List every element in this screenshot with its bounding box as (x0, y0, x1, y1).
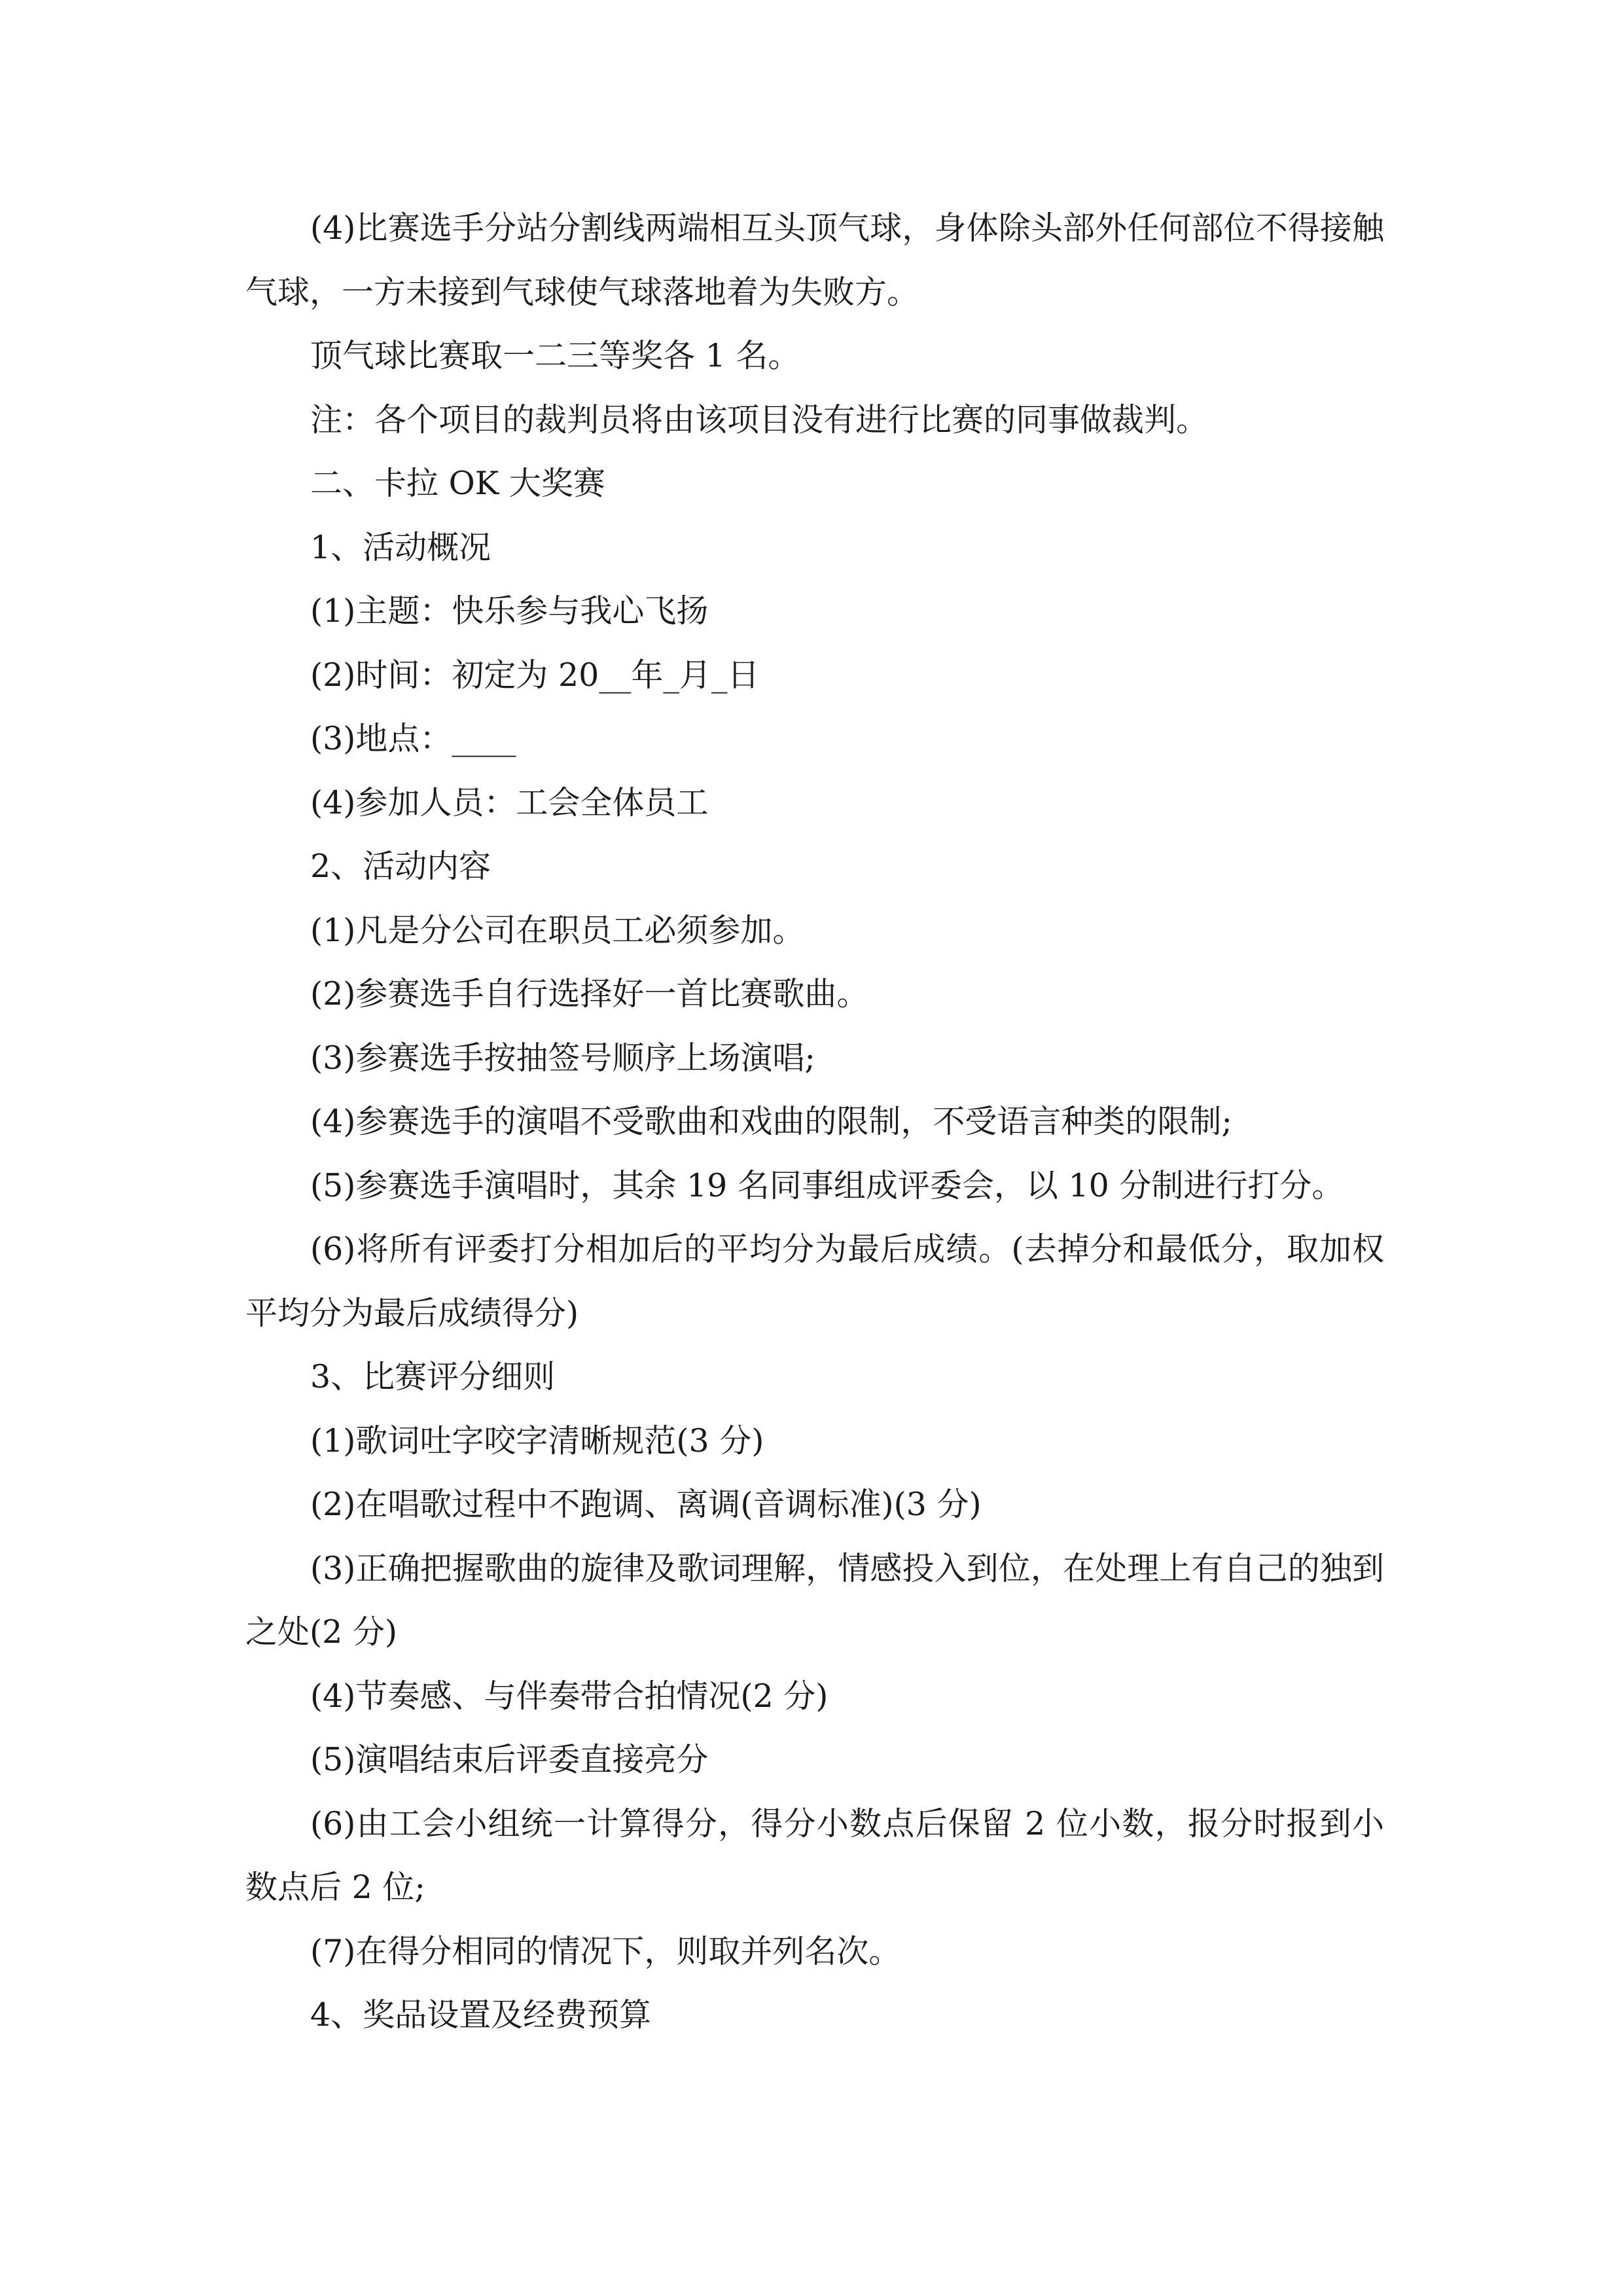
subsection-heading: 4、奖品设置及经费预算 (310, 1996, 652, 2034)
paragraph: (3)地点：____ (310, 720, 516, 757)
paragraph: (5)参赛选手演唱时，其余 19 名同事组成评委会，以 10 分制进行打分。 (310, 1166, 1344, 1204)
section-heading: 二、卡拉 OK 大奖赛 (310, 465, 605, 502)
paragraph: (6)将所有评委打分相加后的平均分为最后成绩。(去掉分和最低分，取加权平均分为最后成绩得分) (245, 1230, 1384, 1332)
subsection-heading: 2、活动内容 (310, 848, 491, 885)
paragraph: 顶气球比赛取一二三等奖各 1 名。 (310, 337, 800, 374)
paragraph: (3)参赛选手按抽签号顺序上场演唱; (310, 1039, 815, 1077)
paragraph: (1)凡是分公司在职员工必须参加。 (310, 911, 805, 949)
paragraph: (4)节奏感、与伴奏带合拍情况(2 分) (310, 1677, 829, 1715)
paragraph: (1)主题：快乐参与我心飞扬 (310, 592, 709, 630)
paragraph: (4)参赛选手的演唱不受歌曲和戏曲的限制，不受语言种类的限制; (310, 1103, 1232, 1140)
paragraph: (4)比赛选手分站分割线两端相互头顶气球，身体除头部外任何部位不得接触气球，一方未接到气球使气球落地着为失败方。 (245, 209, 1384, 311)
paragraph: (2)在唱歌过程中不跑调、离调(音调标准)(3 分) (310, 1486, 982, 1523)
document-body (245, 196, 1384, 2047)
paragraph: (7)在得分相同的情况下，则取并列名次。 (310, 1932, 901, 1970)
paragraph: (4)参加人员：工会全体员工 (310, 783, 709, 821)
paragraph: (5)演唱结束后评委直接亮分 (310, 1741, 709, 1778)
paragraph: 注：各个项目的裁判员将由该项目没有进行比赛的同事做裁判。 (310, 401, 1209, 439)
subsection-heading: 3、比赛评分细则 (310, 1358, 556, 1395)
paragraph: (2)参赛选手自行选择好一首比赛歌曲。 (310, 975, 869, 1013)
paragraph: (3)正确把握歌曲的旋律及歌词理解，情感投入到位，在处理上有自己的独到之处(2 分) (245, 1549, 1384, 1651)
paragraph: (6)由工会小组统一计算得分，得分小数点后保留 2 位小数，报分时报到小数点后 2 位; (245, 1804, 1384, 1906)
paragraph: (2)时间：初定为 20__年_月_日 (310, 656, 760, 694)
subsection-heading: 1、活动概况 (310, 528, 491, 566)
paragraph: (1)歌词吐字咬字清晰规范(3 分) (310, 1422, 764, 1460)
